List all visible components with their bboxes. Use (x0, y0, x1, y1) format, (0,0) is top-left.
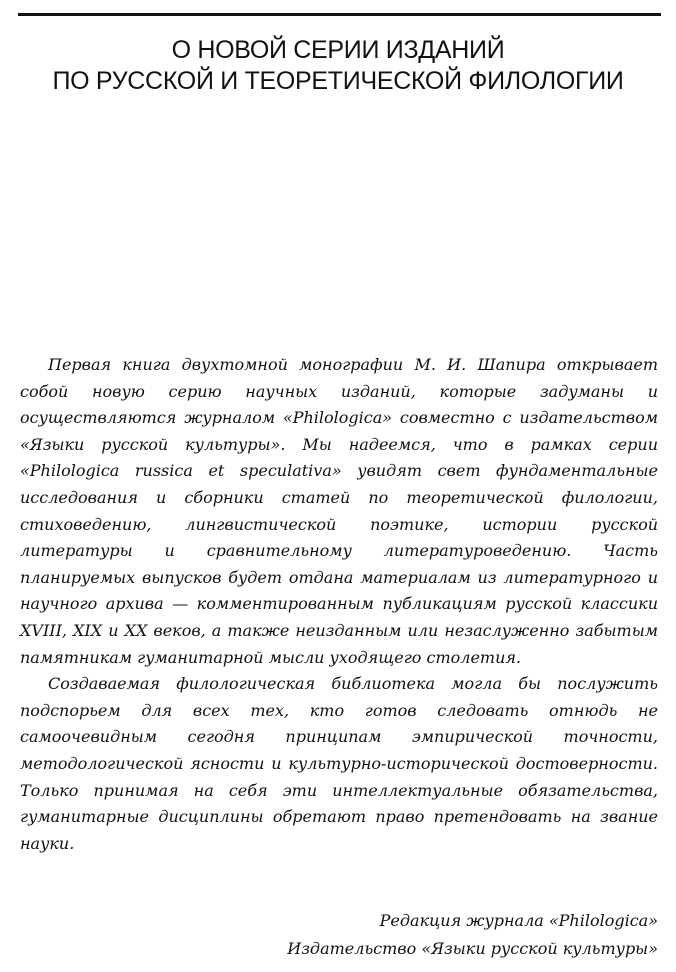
page-title (20, 35, 656, 97)
title-line-1: О НОВОЙ СЕРИИ ИЗДАНИЙ (171, 36, 505, 64)
signature-line-2: Издательство «Языки русской культуры» (287, 939, 658, 958)
paragraph-1: Первая книга двухтомной монографии М. И. Шапира открывает собой новую серию научных изданий, которые задуманы и осуществляются журналом «Philologica» совместно с издательством «Языки русской культуры». Мы надеемся, что в рамках серии «Philologica russica et speculativa» увидят свет фундаментальные исследования и сборники статей по теоретической филологии, стиховедению, лингвистической поэтике, истории русской литературы и сравнительному литературоведению. Часть планируемых выпусков будет отдана материалам из литературного и научного архива — комментированным публикациям русской классики XVIII, XIX и XX веков, а также неизданным или незаслуженно забытым памятникам гуманитарной мысли уходящего столетия. (20, 355, 658, 667)
paragraph-2: Создаваемая филологическая библиотека могла бы послужить подспорьем для всех тех, кто готов следовать отнюдь не самоочевидным сегодня принципам эмпирической точности, методологической ясности и культурно-исторической достоверности. Только принимая на себя эти интеллектуальные обязательства, гуманитарные дисциплины обретают право претендовать на звание науки. (20, 674, 658, 853)
top-rule (18, 13, 661, 16)
signature-line-1: Редакция журнала «Philologica» (379, 911, 658, 930)
body-text (20, 352, 658, 857)
signature (287, 907, 658, 963)
title-line-2: ПО РУССКОЙ И ТЕОРЕТИЧЕСКОЙ ФИЛОЛОГИИ (52, 67, 624, 95)
